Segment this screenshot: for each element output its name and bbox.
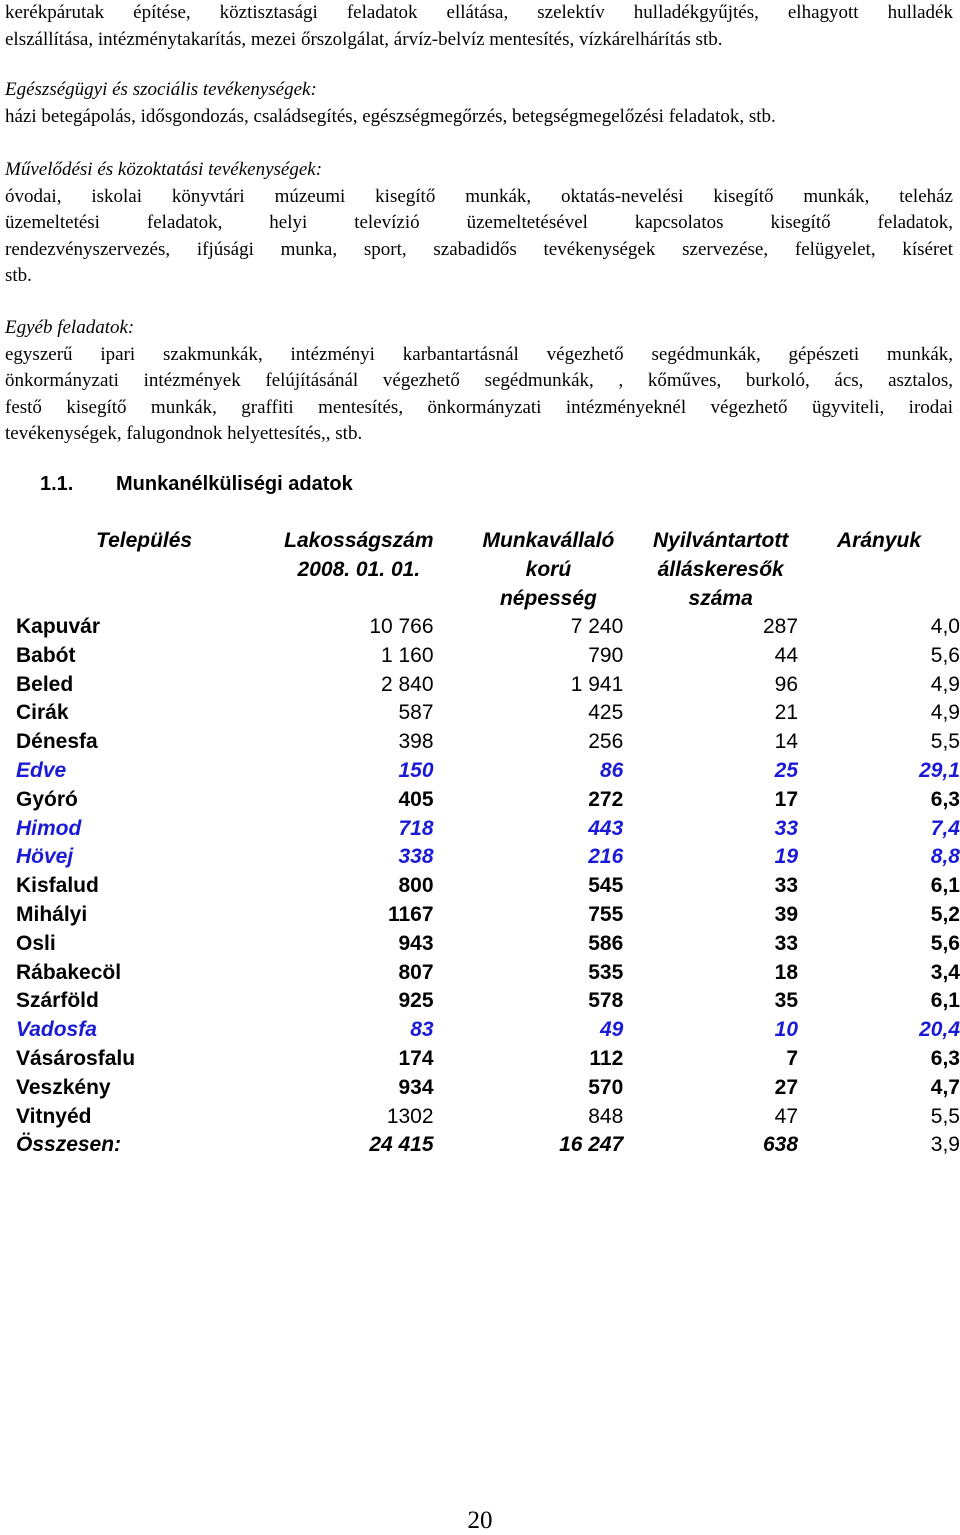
ratio-cell: 6,3 bbox=[930, 787, 960, 811]
working-age-cell: 545 bbox=[588, 874, 624, 898]
jobseekers-cell: 14 bbox=[774, 730, 799, 754]
ratio-cell: 3,9 bbox=[930, 1133, 960, 1157]
intro-line: elszállítása, intézménytakarítás, mezei őrszolgálat, árvíz-belvíz mentesítés, vízkárelhárítás stb. bbox=[5, 28, 723, 50]
settlement-cell: Kisfalud bbox=[16, 874, 99, 898]
section-text-line: rendezvényszervezés, ifjúsági munka, sport, szabadidős tevékenységek szervezése, felügyelet, kíséret bbox=[5, 238, 953, 260]
jobseekers-cell: 18 bbox=[774, 960, 799, 984]
table-row bbox=[16, 843, 960, 872]
table-body bbox=[16, 613, 960, 1160]
section-text-line: egyszerű ipari szakmunkák, intézményi karbantartásnál végezhető segédmunkák, gépészeti munkák, bbox=[5, 343, 953, 365]
population-cell: 925 bbox=[398, 989, 434, 1013]
jobseekers-cell: 35 bbox=[774, 989, 799, 1013]
settlement-cell: Vitnyéd bbox=[16, 1104, 92, 1128]
settlement-cell: Babót bbox=[16, 643, 76, 667]
header-population: Lakosságszám 2008. 01. 01. bbox=[284, 529, 434, 581]
jobseekers-cell: 287 bbox=[762, 615, 799, 638]
table-row bbox=[16, 699, 960, 728]
settlement-cell: Himod bbox=[16, 816, 82, 840]
working-age-cell: 790 bbox=[588, 643, 624, 667]
jobseekers-cell: 25 bbox=[774, 758, 799, 782]
header-ratio: Arányuk bbox=[837, 529, 922, 552]
section-text-line: tevékenységek, falugondnok helyettesítés,, stb. bbox=[5, 423, 363, 444]
ratio-cell: 5,5 bbox=[930, 730, 960, 754]
settlement-cell: Kapuvár bbox=[16, 615, 101, 638]
working-age-cell: 755 bbox=[588, 902, 624, 926]
table-row bbox=[16, 872, 960, 901]
working-age-cell: 535 bbox=[588, 960, 624, 984]
jobseekers-cell: 27 bbox=[774, 1075, 799, 1099]
section-culture bbox=[5, 157, 953, 290]
section-text-line: festő kisegítő munkák, graffiti mentesítés, önkormányzati intézményeknél végezhető ügyviteli, irodai bbox=[5, 396, 953, 418]
population-cell: 718 bbox=[398, 816, 434, 840]
working-age-cell: 16 247 bbox=[559, 1133, 624, 1157]
working-age-cell: 272 bbox=[588, 787, 624, 811]
intro-line: kerékpárutak építése, köztisztasági feladatok ellátása, szelektív hulladékgyűjtés, elhagyott hulladék bbox=[5, 2, 953, 23]
table-row bbox=[16, 1045, 960, 1074]
settlement-cell: Szárföld bbox=[16, 989, 99, 1013]
population-cell: 934 bbox=[398, 1075, 434, 1099]
header-settlement: Település bbox=[96, 529, 193, 552]
population-cell: 807 bbox=[398, 960, 434, 984]
settlement-cell: Gyóró bbox=[16, 787, 78, 811]
section-text-line: stb. bbox=[5, 265, 32, 286]
table-row bbox=[16, 671, 960, 700]
population-cell: 174 bbox=[398, 1046, 434, 1070]
settlement-cell: Veszkény bbox=[16, 1075, 111, 1099]
population-cell: 405 bbox=[398, 787, 434, 811]
table-header-row bbox=[16, 526, 960, 613]
header-jobseekers: Nyilvántartott álláskeresők száma bbox=[652, 529, 789, 610]
working-age-cell: 586 bbox=[588, 931, 624, 955]
settlement-cell: Rábakecöl bbox=[16, 960, 122, 984]
settlement-cell: Vásárosfalu bbox=[16, 1046, 136, 1070]
table-row bbox=[16, 1074, 960, 1103]
jobseekers-cell: 17 bbox=[774, 787, 799, 811]
jobseekers-cell: 638 bbox=[762, 1133, 799, 1157]
page-number: 20 bbox=[467, 1507, 493, 1534]
ratio-cell: 8,8 bbox=[930, 845, 960, 869]
section-text-line: üzemeltetési feladatok, helyi televízió üzemeltetésével kapcsolatos kisegítő feladatok, bbox=[5, 212, 953, 233]
jobseekers-cell: 44 bbox=[774, 643, 799, 667]
ratio-cell: 5,6 bbox=[930, 643, 960, 667]
settlement-cell: Vadosfa bbox=[16, 1018, 97, 1042]
jobseekers-cell: 19 bbox=[774, 845, 799, 869]
population-cell: 1 160 bbox=[380, 643, 434, 667]
ratio-cell: 4,0 bbox=[930, 615, 960, 638]
jobseekers-cell: 10 bbox=[774, 1018, 799, 1042]
population-cell: 1302 bbox=[386, 1104, 434, 1128]
section-text-line: óvodai, iskolai könyvtári múzeumi kisegítő munkák, oktatás-nevelési kisegítő munkák, teleház bbox=[5, 185, 953, 207]
ratio-cell: 29,1 bbox=[919, 758, 960, 782]
jobseekers-cell: 21 bbox=[774, 701, 799, 725]
table-row bbox=[16, 815, 960, 844]
section-text-line: önkormányzati intézmények felújításánál végezhető segédmunkák, , kőműves, burkoló, ács, asztalos, bbox=[5, 370, 953, 391]
section-title bbox=[40, 473, 353, 496]
ratio-cell: 4,9 bbox=[930, 672, 960, 696]
working-age-cell: 49 bbox=[599, 1018, 624, 1042]
jobseekers-cell: 39 bbox=[774, 902, 799, 926]
section-title-text: Munkanélküliségi adatok bbox=[116, 473, 353, 495]
header-working-age: Munkavállaló korú népesség bbox=[482, 529, 615, 610]
population-cell: 338 bbox=[398, 845, 434, 869]
ratio-cell: 6,1 bbox=[930, 989, 960, 1013]
ratio-cell: 6,1 bbox=[930, 874, 960, 898]
working-age-cell: 425 bbox=[588, 701, 624, 725]
jobseekers-cell: 7 bbox=[786, 1046, 799, 1070]
table-row bbox=[16, 786, 960, 815]
settlement-cell: Mihályi bbox=[16, 902, 88, 926]
table-row bbox=[16, 642, 960, 671]
intro-paragraph bbox=[5, 0, 953, 53]
table-row bbox=[16, 728, 960, 757]
settlement-cell: Dénesfa bbox=[16, 730, 98, 754]
table-row bbox=[16, 930, 960, 959]
population-cell: 1167 bbox=[387, 902, 434, 926]
section-number: 1.1. bbox=[40, 473, 74, 495]
table-row bbox=[16, 1131, 960, 1160]
jobseekers-cell: 96 bbox=[774, 672, 799, 696]
table-row bbox=[16, 1103, 960, 1132]
population-cell: 587 bbox=[398, 701, 434, 725]
working-age-cell: 256 bbox=[588, 730, 624, 754]
working-age-cell: 848 bbox=[588, 1104, 624, 1128]
jobseekers-cell: 33 bbox=[774, 874, 799, 898]
working-age-cell: 443 bbox=[588, 816, 624, 840]
section-heading: Egészségügyi és szociális tevékenységek: bbox=[5, 79, 317, 100]
table-row bbox=[16, 1016, 960, 1045]
working-age-cell: 216 bbox=[588, 845, 624, 869]
table-row bbox=[16, 987, 960, 1016]
working-age-cell: 112 bbox=[589, 1046, 624, 1070]
population-cell: 10 766 bbox=[369, 615, 434, 638]
ratio-cell: 4,7 bbox=[930, 1075, 960, 1099]
ratio-cell: 20,4 bbox=[919, 1018, 960, 1042]
table-row bbox=[16, 959, 960, 988]
jobseekers-cell: 33 bbox=[774, 816, 799, 840]
table-row bbox=[16, 901, 960, 930]
ratio-cell: 5,6 bbox=[930, 931, 960, 955]
population-cell: 943 bbox=[398, 931, 434, 955]
ratio-cell: 4,9 bbox=[930, 701, 960, 725]
population-cell: 398 bbox=[398, 730, 434, 754]
ratio-cell: 6,3 bbox=[930, 1046, 960, 1070]
settlement-cell: Összesen: bbox=[16, 1133, 122, 1157]
unemployment-table bbox=[16, 526, 960, 1160]
working-age-cell: 7 240 bbox=[570, 615, 624, 638]
ratio-cell: 5,5 bbox=[930, 1104, 960, 1128]
working-age-cell: 86 bbox=[599, 758, 624, 782]
settlement-cell: Beled bbox=[16, 672, 74, 696]
section-other bbox=[5, 315, 953, 448]
section-health bbox=[5, 77, 953, 130]
population-cell: 2 840 bbox=[380, 672, 434, 696]
ratio-cell: 5,2 bbox=[930, 902, 960, 926]
working-age-cell: 570 bbox=[588, 1075, 624, 1099]
population-cell: 150 bbox=[398, 758, 434, 782]
settlement-cell: Edve bbox=[16, 758, 67, 782]
section-heading: Egyéb feladatok: bbox=[5, 317, 135, 338]
table-row bbox=[16, 613, 960, 642]
section-text: házi betegápolás, idősgondozás, családsegítés, egészségmegőrzés, betegségmegelőzési feladatok, stb. bbox=[5, 105, 776, 127]
settlement-cell: Cirák bbox=[16, 701, 69, 725]
settlement-cell: Hövej bbox=[16, 845, 74, 869]
jobseekers-cell: 33 bbox=[774, 931, 799, 955]
ratio-cell: 7,4 bbox=[930, 816, 960, 840]
population-cell: 24 415 bbox=[369, 1133, 434, 1157]
working-age-cell: 1 941 bbox=[570, 672, 624, 696]
ratio-cell: 3,4 bbox=[930, 960, 960, 984]
working-age-cell: 578 bbox=[588, 989, 624, 1013]
population-cell: 83 bbox=[410, 1018, 434, 1042]
section-heading: Művelődési és közoktatási tevékenységek: bbox=[5, 159, 323, 180]
table-row bbox=[16, 757, 960, 786]
settlement-cell: Osli bbox=[16, 931, 56, 955]
population-cell: 800 bbox=[398, 874, 434, 898]
jobseekers-cell: 47 bbox=[774, 1104, 799, 1128]
